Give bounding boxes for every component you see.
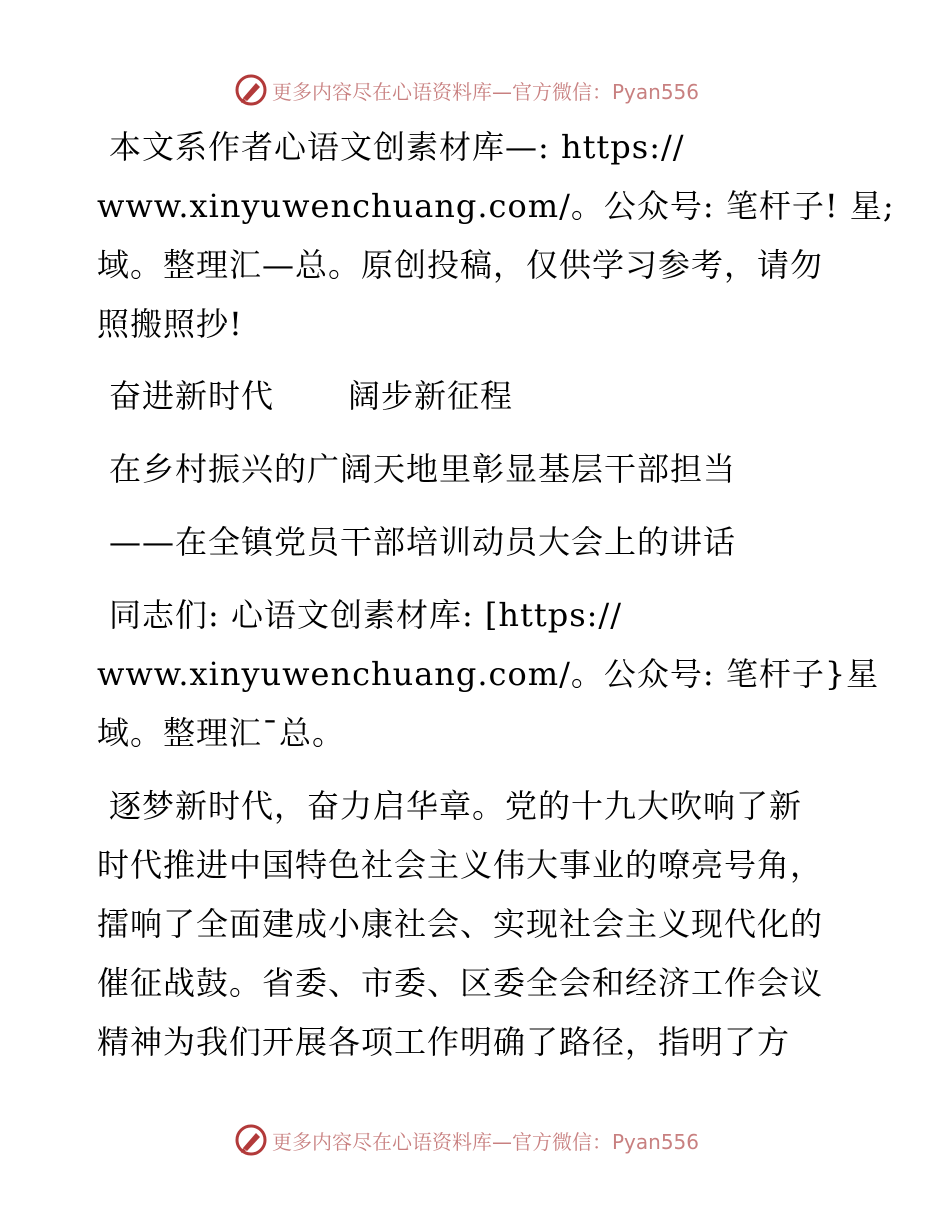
pen-logo-icon [234,1123,268,1157]
header-banner [234,70,699,110]
title-part-1: 奋进新时代 [109,377,275,415]
footer-banner-text: 更多内容尽在心语资料库—官方微信：Pyan556 [272,1129,700,1154]
footer-banner [234,1120,699,1160]
intro-line: 本文系作者心语文创素材库—: https:// [109,128,685,166]
intro-line: www.xinyuwenchuang.com/。公众号: 笔杆子! 星; [97,187,895,225]
paragraph-line: 擂响了全面建成小康社会、实现社会主义现代化的 [97,905,824,943]
intro-line: 域。整理汇—总。原创投稿，仅供学习参考，请勿 [97,246,824,284]
paragraph-line: 催征战鼓。省委、市委、区委全会和经济工作会议 [97,964,824,1002]
document-title [97,367,857,426]
document-body [97,118,895,1072]
document-subsubtitle: ——在全镇党员干部培训动员大会上的讲话 [109,523,737,561]
greeting-line: www.xinyuwenchuang.com/。公众号: 笔杆子}星 [97,655,880,693]
intro-line: 照搬照抄! [97,305,243,343]
paragraph-line: 时代推进中国特色社会主义伟大事业的嘹亮号角， [97,846,824,884]
pen-logo-icon [234,73,268,107]
header-banner-text: 更多内容尽在心语资料库—官方微信：Pyan556 [272,79,700,104]
title-part-2: 阔步新征程 [348,377,514,415]
paragraph-line: 逐梦新时代，奋力启华章。党的十九大吹响了新 [109,787,803,825]
greeting-line: 同志们: 心语文创素材库: [https:// [109,596,622,634]
document-subtitle: 在乡村振兴的广阔天地里彰显基层干部担当 [109,450,737,488]
greeting-line: 域。整理汇¯总。 [97,714,346,752]
paragraph-line: 精神为我们开展各项工作明确了路径，指明了方 [97,1023,791,1061]
